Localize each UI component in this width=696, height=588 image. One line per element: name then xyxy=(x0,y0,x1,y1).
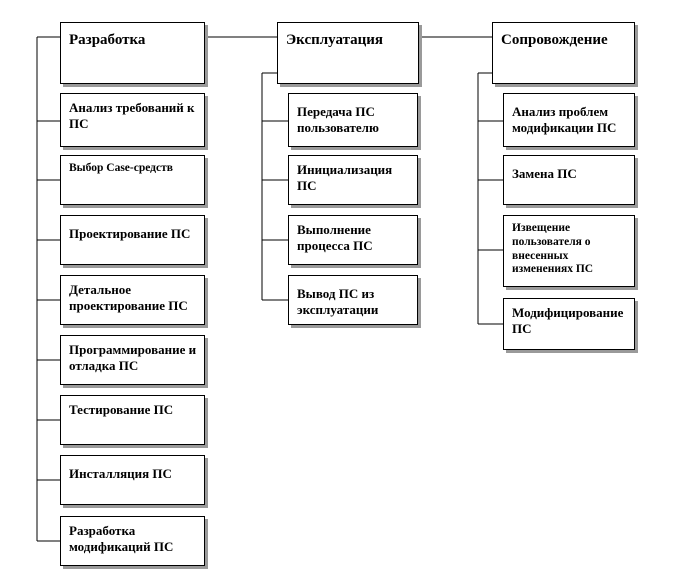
node-replacement: Замена ПС xyxy=(503,155,635,205)
node-requirements-analysis: Анализ требований к ПС xyxy=(60,93,205,147)
node-initialization: Инициализация ПС xyxy=(288,155,418,205)
node-modification-problem-analysis: Анализ проблем модификации ПС xyxy=(503,93,635,147)
node-case-tools-selection: Выбор Case-средств xyxy=(60,155,205,205)
node-decommission: Вывод ПС из эксплуатации xyxy=(288,275,418,325)
node-modification-development: Разработка модификаций ПС xyxy=(60,516,205,566)
node-installation: Инсталляция ПС xyxy=(60,455,205,505)
node-handover-to-user: Передача ПС пользователю xyxy=(288,93,418,147)
header-maintenance: Сопровождение xyxy=(492,22,635,84)
node-design: Проектирование ПС xyxy=(60,215,205,265)
node-detailed-design: Детальное проектирование ПС xyxy=(60,275,205,325)
header-operation: Эксплуатация xyxy=(277,22,419,84)
node-process-execution: Выполнение процесса ПС xyxy=(288,215,418,265)
node-user-notification: Извещение пользователя о внесенных изменениях ПС xyxy=(503,215,635,287)
node-programming-debugging: Программирование и отладка ПС xyxy=(60,335,205,385)
node-modification: Модифицирование ПС xyxy=(503,298,635,350)
header-development: Разработка xyxy=(60,22,205,84)
node-testing: Тестирование ПС xyxy=(60,395,205,445)
